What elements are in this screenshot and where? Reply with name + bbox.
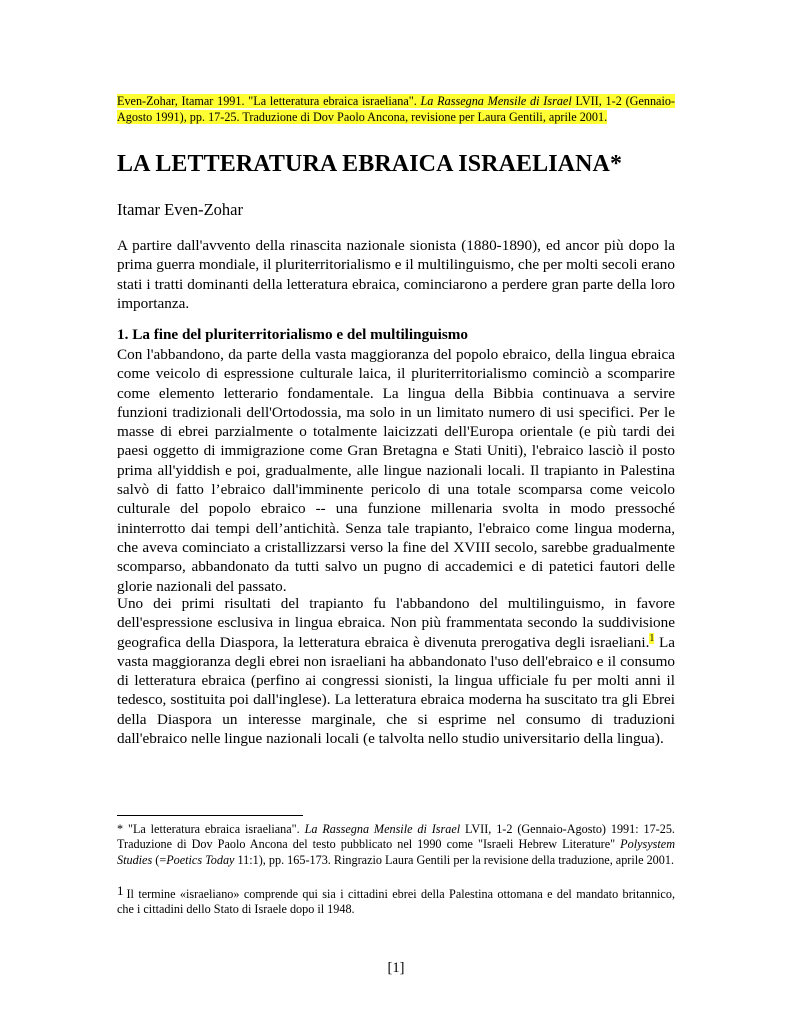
section-paragraph-2 [117, 594, 675, 748]
page-number: [1] [387, 960, 405, 976]
footnote-star-journal: La Rassegna Mensile di Israel [304, 822, 461, 836]
footnote-star-part-c: (= [152, 852, 167, 867]
footnote-1 [117, 883, 675, 918]
footnote-1-text: Il termine «israeliano» comprende qui sia i cittadini ebrei della Palestina ottomana e del mandato britannico, che i cittadini dello Stato di Israele dopo il 1948. [117, 887, 675, 917]
footnote-star-part-a: * "La letteratura ebraica israeliana". [117, 822, 305, 836]
footnote-star [117, 822, 675, 868]
page-title: LA LETTERATURA EBRAICA ISRAELIANA* [117, 151, 623, 177]
footnote-1-number: 1 [117, 883, 124, 898]
footnote-divider [117, 815, 303, 816]
section-heading: 1. La fine del pluriterritorialismo e del multilinguismo [117, 326, 468, 343]
author-name: Itamar Even-Zohar [117, 200, 243, 219]
citation-rest: LVII, 1-2 (Gennaio-Agosto 1991), pp. 17-25. Traduzione di Dov Paolo Ancona, revisione per Laura Gentili, aprile 2001. [117, 94, 675, 124]
citation-highlight [117, 94, 675, 124]
footnote-star-part-d: 11:1), pp. 165-173. Ringrazio Laura Gentili per la revisione della traduzione, aprile 2001. [234, 852, 675, 867]
intro-paragraph: A partire dall'avvento della rinascita nazionale sionista (1880-1890), ed ancor più dopo la prima guerra mondiale, il pluriterritorialismo e il multilinguismo, che per molti secoli erano stati i tratti dominanti della letteratura ebraica, cominciarono a perdere gran parte della loro importanza. [117, 237, 675, 312]
paragraph-2-part-b: La vasta maggioranza degli ebrei non israeliani ha abbandonato l'uso dell'ebraico e il consumo di letteratura ebraica (perfino ai congressi sionisti, la lingua ufficiale fu per molti anni il tedesco, sostituita poi dall'inglese). La letteratura ebraica moderna ha suscitato tra gli Ebrei della Diaspora un interesse marginale, che si esprime nel consumo di traduzioni dall'ebraico nelle lingue nazionali locali (e talvolta nello studio universitario della lingua). [117, 633, 675, 748]
footnote-ref-1[interactable]: 1 [649, 632, 655, 644]
citation-journal: La Rassegna Mensile di Israel [420, 94, 572, 108]
footnote-star-part-b: LVII, 1-2 (Gennaio-Agosto) 1991: 17-25. Traduzione di Dov Paolo Ancona del testo pubblicato nel 1990 come "Israeli Hebrew Literature" [117, 822, 675, 852]
paragraph-2-part-a: Uno dei primi risultati del trapianto fu l'abbandono del multilinguismo, in favore dell'espressione esclusiva in lingua ebraica. Non più frammentata secondo la suddivisione geografica della Diaspora, la letteratura ebraica è divenuta prerogativa degli israeliani. [117, 595, 675, 651]
bibliographic-citation [117, 94, 675, 125]
citation-lead: Even-Zohar, Itamar 1991. "La letteratura ebraica israeliana". [117, 94, 421, 108]
footnote-star-poetics: Poetics Today [166, 852, 235, 867]
section-paragraph-1: Con l'abbandono, da parte della vasta maggioranza del popolo ebraico, della lingua ebraica come veicolo di espressione culturale laica, il pluriterritorialismo cominciò a scomparire come elemento letterario fondamentale. La lingua della Bibbia continuava a servire funzioni tradizionali dell'Ortodossia, ma solo in un limitato numero di usi specifici. Per le masse di ebrei parzialmente o totalmente laicizzati dell'Europa orientale (e più tardi dei paesi oggetto di immigrazione come Gran Bretagna e Stati Uniti), l'ebraico lasciò il posto prima all'yiddish e poi, gradualmente, alle lingue nazionali locali. Il trapianto in Palestina salvò di fatto l’ebraico dall'imminente pericolo di una totale scomparsa come veicolo culturale del popolo ebraico -- una funzione millenaria svolta in modo pressoché ininterrotto dai tempi dell’antichità. Senza tale trapianto, l'ebraico come lingua moderna, che aveva cominciato a cristallizzarsi verso la fine del XVIII secolo, sarebbe gradualmente scomparso, abbandonato da tutti salvo un pugno di accademici e di patetici fautori delle glorie nazionali del passato. [117, 346, 675, 595]
footnote-star-polysystem: Polysystem Studies [117, 837, 675, 867]
